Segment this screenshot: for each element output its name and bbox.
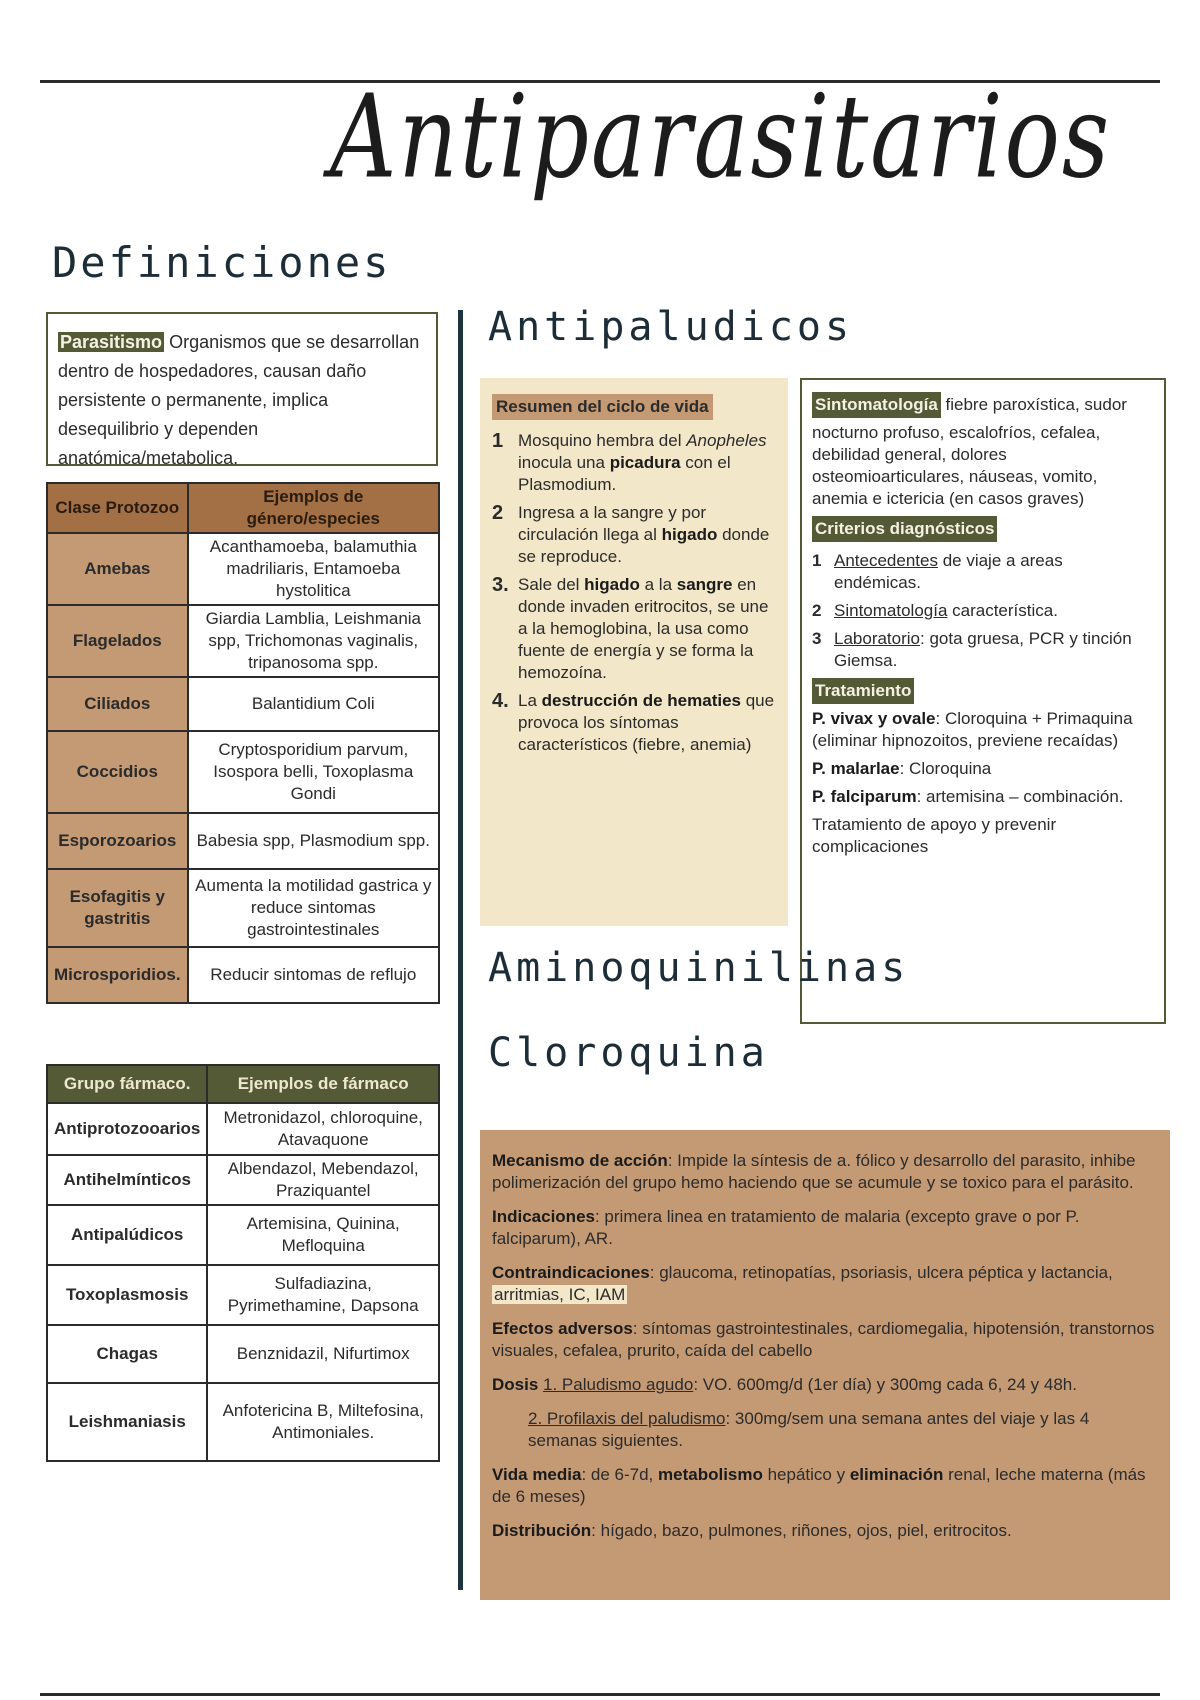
- farmaco-group: Antiprotozooarios: [47, 1103, 207, 1155]
- table-row: [47, 605, 439, 677]
- distribucion-paragraph: Distribución: hígado, bazo, pulmones, riñones, ojos, piel, eritrocitos.: [492, 1521, 1012, 1540]
- step-number: 2: [492, 502, 504, 524]
- table-row: [47, 1103, 439, 1155]
- protozoo-examples: Acanthamoeba, balamuthia madriliaris, Entamoeba hystolitica: [188, 533, 439, 605]
- protozoo-examples: Balantidium Coli: [188, 677, 439, 731]
- table-row: [47, 1155, 439, 1205]
- bottom-rule: [40, 1693, 1160, 1696]
- table-header: Ejemplos de género/especies: [188, 483, 439, 533]
- dosis-paragraph: Dosis 1. Paludismo agudo: VO. 600mg/d (1er día) y 300mg cada 6, 24 y 48h.: [492, 1375, 1077, 1394]
- protozoo-table: [46, 482, 440, 1004]
- section-heading-antipaludicos: Antipaludicos: [488, 304, 854, 350]
- table-row: [47, 1265, 439, 1325]
- farmaco-examples: Metronidazol, chloroquine, Atavaquone: [207, 1103, 439, 1155]
- step-text: Sale del higado a la sangre en donde invaden eritrocitos, se une a la hemoglobina, la usa como fuente de energía y se forma la hemozoína.: [518, 575, 769, 682]
- farmaco-group: Chagas: [47, 1325, 207, 1383]
- protozoo-examples: Giardia Lamblia, Leishmania spp, Trichomonas vaginalis, tripanosoma spp.: [188, 605, 439, 677]
- protozoo-examples: Cryptosporidium parvum, Isospora belli, Toxoplasma Gondi: [188, 731, 439, 813]
- list-item: [492, 690, 776, 756]
- dosis-paragraph-2: 2. Profilaxis del paludismo: 300mg/sem una semana antes del viaje y las 4 semanas siguientes.: [528, 1409, 1090, 1450]
- sintomatologia-label: Sintomatología: [812, 392, 941, 418]
- protozoo-class: Coccidios: [47, 731, 188, 813]
- column-divider: [458, 310, 463, 1590]
- sintomatologia-text: fiebre paroxística, sudor nocturno profuso, escalofríos, cefalea, debilidad general, dolores osteomioarticulares, náuseas, vomito, anemia e ictericia (en casos graves): [812, 395, 1127, 508]
- ciclo-heading: Resumen del ciclo de vida: [492, 394, 713, 420]
- protozoo-class: Flagelados: [47, 605, 188, 677]
- list-item: [492, 430, 776, 496]
- tratamiento-item: P. vivax y ovale: Cloroquina + Primaquina (eliminar hipnozoitos, previene recaídas): [812, 709, 1133, 750]
- tratamiento-apoyo: Tratamiento de apoyo y prevenir complicaciones: [812, 815, 1057, 856]
- table-row: [47, 1205, 439, 1265]
- parasitismo-text: Organismos que se desarrollan dentro de hospedadores, causan daño persistente o permanente, implica desequilibrio y dependen anatómica/metabolica.: [58, 332, 420, 468]
- farmaco-examples: Anfotericina B, Miltefosina, Antimoniales.: [207, 1383, 439, 1461]
- section-heading-definiciones: Definiciones: [52, 238, 392, 287]
- list-item: [492, 502, 776, 568]
- farmaco-examples: Albendazol, Mebendazol, Praziquantel: [207, 1155, 439, 1205]
- list-item: 3 Laboratorio: gota gruesa, PCR y tinción Giemsa.: [812, 629, 1132, 670]
- farmacocinetica-paragraph: Vida media: de 6-7d, metabolismo hepático y eliminación renal, leche materna (más de 6 meses): [492, 1465, 1146, 1506]
- protozoo-class: Microsporidios.: [47, 947, 188, 1003]
- protozoo-class: Esporozoarios: [47, 813, 188, 869]
- section-heading-aminoquinilinas: Aminoquinilinas: [488, 945, 910, 991]
- table-header: Grupo fármaco.: [47, 1065, 207, 1103]
- ciclo-vida-box: [480, 378, 788, 926]
- section-heading-cloroquina: Cloroquina: [488, 1030, 769, 1076]
- efectos-paragraph: Efectos adversos: síntomas gastrointestinales, cardiomegalia, hipotensión, transtornos visuales, cefalea, prurito, caída del cabello: [492, 1319, 1155, 1360]
- farmaco-group: Antihelmínticos: [47, 1155, 207, 1205]
- tratamiento-item: P. malarlae: Cloroquina: [812, 759, 992, 778]
- protozoo-class: Amebas: [47, 533, 188, 605]
- table-row: [47, 869, 439, 947]
- farmaco-examples: Sulfadiazina, Pyrimethamine, Dapsona: [207, 1265, 439, 1325]
- tratamiento-item: P. falciparum: artemisina – combinación.: [812, 787, 1124, 806]
- parasitismo-definition: [46, 312, 438, 466]
- table-row: [47, 731, 439, 813]
- list-item: 1 Antecedentes de viaje a areas endémicas.: [812, 551, 1063, 592]
- step-text: Ingresa a la sangre y por circulación llega al higado donde se reproduce.: [518, 503, 770, 566]
- protozoo-examples: Aumenta la motilidad gastrica y reduce sintomas gastrointestinales: [188, 869, 439, 947]
- table-row: [47, 947, 439, 1003]
- criterios-label: Criterios diagnósticos: [812, 516, 997, 542]
- mecanismo-paragraph: Mecanismo de acción: Impide la síntesis de a. fólico y desarrollo del parasito, inhibe polimerización del grupo hemo haciendo que se acumule y se toxico para el parásito.: [492, 1151, 1136, 1192]
- step-text: Mosquino hembra del Anopheles inocula una picadura con el Plasmodium.: [518, 431, 767, 494]
- criterios-list: [812, 550, 1154, 672]
- farmaco-examples: Artemisina, Quinina, Mefloquina: [207, 1205, 439, 1265]
- farmaco-group: Leishmaniasis: [47, 1383, 207, 1461]
- protozoo-examples: Reducir sintomas de reflujo: [188, 947, 439, 1003]
- step-text: La destrucción de hematies que provoca los síntomas característicos (fiebre, anemia): [518, 691, 775, 754]
- table-header: Clase Protozoo: [47, 483, 188, 533]
- farmaco-group: Antipalúdicos: [47, 1205, 207, 1265]
- farmaco-table: [46, 1064, 440, 1462]
- farmaco-examples: Benznidazil, Nifurtimox: [207, 1325, 439, 1383]
- protozoo-class: Ciliados: [47, 677, 188, 731]
- sintomatologia-box: [800, 378, 1166, 1024]
- parasitismo-term: Parasitismo: [60, 332, 163, 352]
- table-row: [47, 533, 439, 605]
- list-item: 2 Sintomatología característica.: [812, 601, 1058, 620]
- cloroquina-box: [480, 1130, 1170, 1600]
- table-row: [47, 677, 439, 731]
- step-number: 4.: [492, 690, 509, 712]
- tratamiento-label: Tratamiento: [812, 678, 914, 704]
- step-number: 1: [492, 430, 504, 452]
- table-header: Ejemplos de fármaco: [207, 1065, 439, 1103]
- indicaciones-paragraph: Indicaciones: primera linea en tratamiento de malaria (excepto grave o por P. falciparum), AR.: [492, 1207, 1080, 1248]
- list-item: [492, 574, 776, 684]
- table-row: [47, 1325, 439, 1383]
- protozoo-class: Esofagitis y gastritis: [47, 869, 188, 947]
- protozoo-examples: Babesia spp, Plasmodium spp.: [188, 813, 439, 869]
- page-title: Antiparasitarios: [330, 70, 1112, 204]
- farmaco-group: Toxoplasmosis: [47, 1265, 207, 1325]
- step-number: 3.: [492, 574, 509, 596]
- contraindicaciones-paragraph: Contraindicaciones: glaucoma, retinopatías, psoriasis, ulcera péptica y lactancia, arritmias, IC, IAM: [492, 1263, 1113, 1304]
- table-row: [47, 813, 439, 869]
- table-row: [47, 1383, 439, 1461]
